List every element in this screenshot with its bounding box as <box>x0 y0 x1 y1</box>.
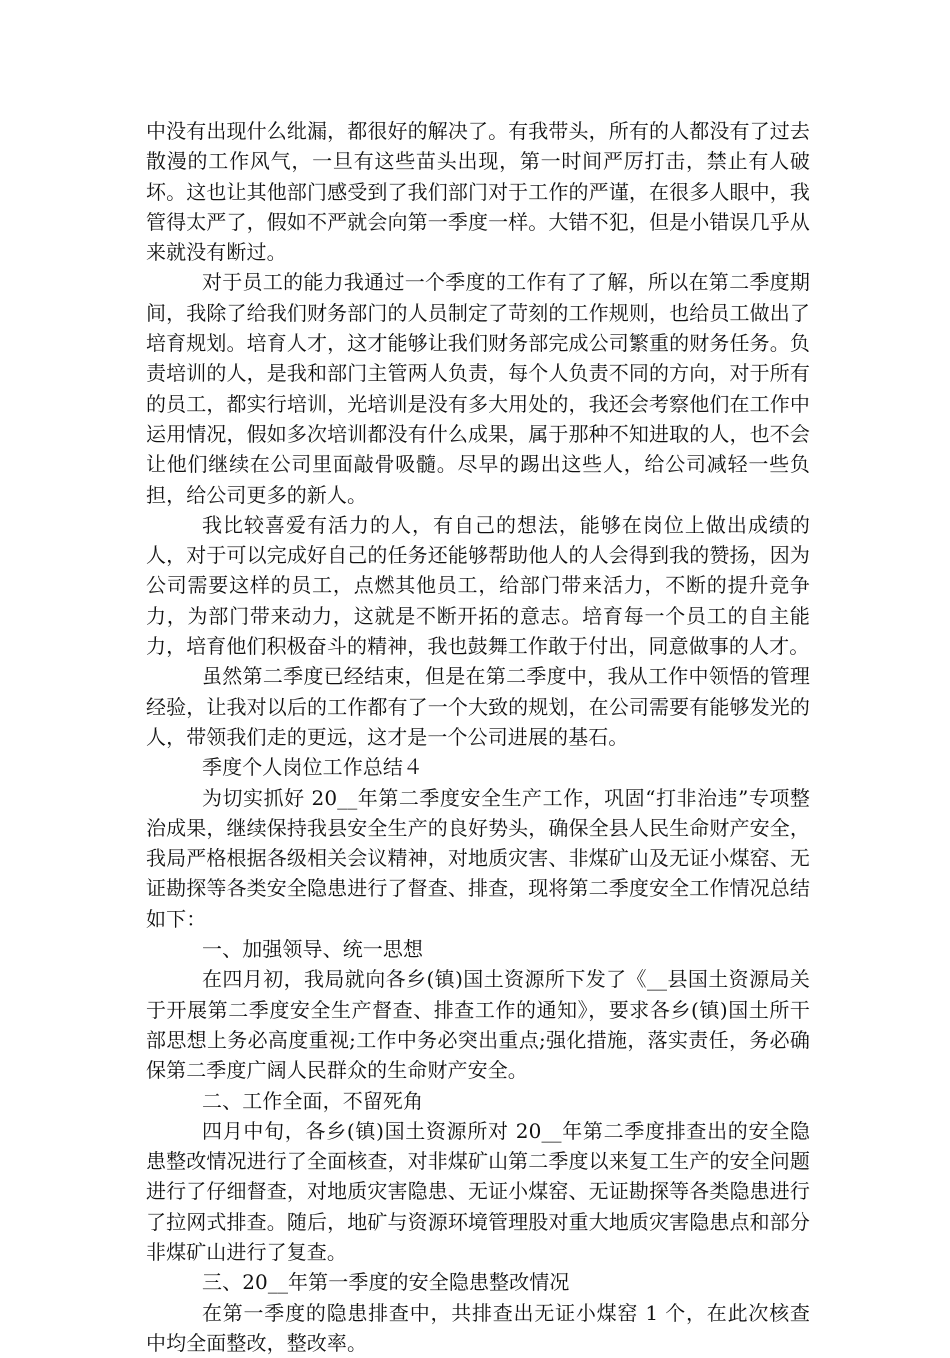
paragraph-first-quarter-findings: 在第一季度的隐患排查中，共排查出无证小煤窑 1 个，在此次核查中均全面整改，整改率。 <box>146 1300 810 1355</box>
heading-strengthen-leadership: 一、加强领导、统一思想 <box>202 937 424 962</box>
document-body <box>146 116 810 1358</box>
paragraph-mid-april-check: 四月中旬，各乡(镇)国土资源所对 20__年第二季度排查出的安全隐患整改情况进行了全面核查，对非煤矿山第二季度以来复工生产的安全问题进行了仔细督查，对地质灾害隐患、无证小煤窑、无证勘探等各类隐患进行了拉网式排查。随后，地矿与资源环境管理股对重大地质灾害隐患点和部分非煤矿山进行了复查。 <box>146 1118 810 1264</box>
paragraph-staff-training: 对于员工的能力我通过一个季度的工作有了了解，所以在第二季度期间，我除了给我们财务部门的人员制定了苛刻的工作规则，也给员工做出了培育规划。培育人才，这才能够让我们财务部完成公司繁重的财务任务。负责培训的人，是我和部门主管两人负责，每个人负责不同的方向，对于所有的员工，都实行培训，光培训是没有多大用处的，我还会考察他们在工作中运用情况，假如多次培训都没有什么成果，属于那种不知进取的人，也不会让他们继续在公司里面敲骨吸髓。尽早的踢出这些人，给公司减轻一些负担，给公司更多的新人。 <box>146 270 810 507</box>
heading-comprehensive-work: 二、工作全面，不留死角 <box>202 1088 424 1113</box>
paragraph-quarter-ended: 虽然第二季度已经结束，但是在第二季度中，我从工作中领悟的管理经验，让我对以后的工作都有了一个大致的规划，在公司需要有能够发光的人，带领我们走的更远，这才是一个公司进展的基石。 <box>146 664 810 749</box>
section-title-summary-4: 季度个人岗位工作总结４ <box>202 755 424 780</box>
heading-rectification-status: 三、20__年第一季度的安全隐患整改情况 <box>202 1270 570 1295</box>
paragraph-continuation: 中没有出现什么纰漏，都很好的解决了。有我带头，所有的人都没有了过去散漫的工作风气，一旦有这些苗头出现，第一时间严厉打击，禁止有人破坏。这也让其他部门感受到了我们部门对于工作的严谨，在很多人眼中，我管得太严了，假如不严就会向第一季度一样。大错不犯，但是小错误几乎从来就没有断过。 <box>146 119 810 265</box>
paragraph-active-people: 我比较喜爱有活力的人，有自己的想法，能够在岗位上做出成绩的人，对于可以完成好自己的任务还能够帮助他人的人会得到我的赞扬，因为公司需要这样的员工，点燃其他员工，给部门带来活力，不断的提升竞争力，为部门带来动力，这就是不断开拓的意志。培育每一个员工的自主能力，培育他们积极奋斗的精神，我也鼓舞工作敢于付出，同意做事的人才。 <box>146 512 810 659</box>
paragraph-april-notice: 在四月初，我局就向各乡(镇)国土资源所下发了《__县国土资源局关于开展第二季度安全生产督查、排查工作的通知》，要求各乡(镇)国土所干部思想上务必高度重视;工作中务必突出重点;强化措施，落实责任，务必确保第二季度广阔人民群众的生命财产安全。 <box>146 967 810 1083</box>
paragraph-safety-intro: 为切实抓好 20__年第二季度安全生产工作，巩固“打非治违”专项整治成果，继续保持我县安全生产的良好势头，确保全县人民生命财产安全，我局严格根据各级相关会议精神，对地质灾害、非煤矿山及无证小煤窑、无证勘探等各类安全隐患进行了督查、排查，现将第二季度安全工作情况总结如下： <box>146 785 810 931</box>
